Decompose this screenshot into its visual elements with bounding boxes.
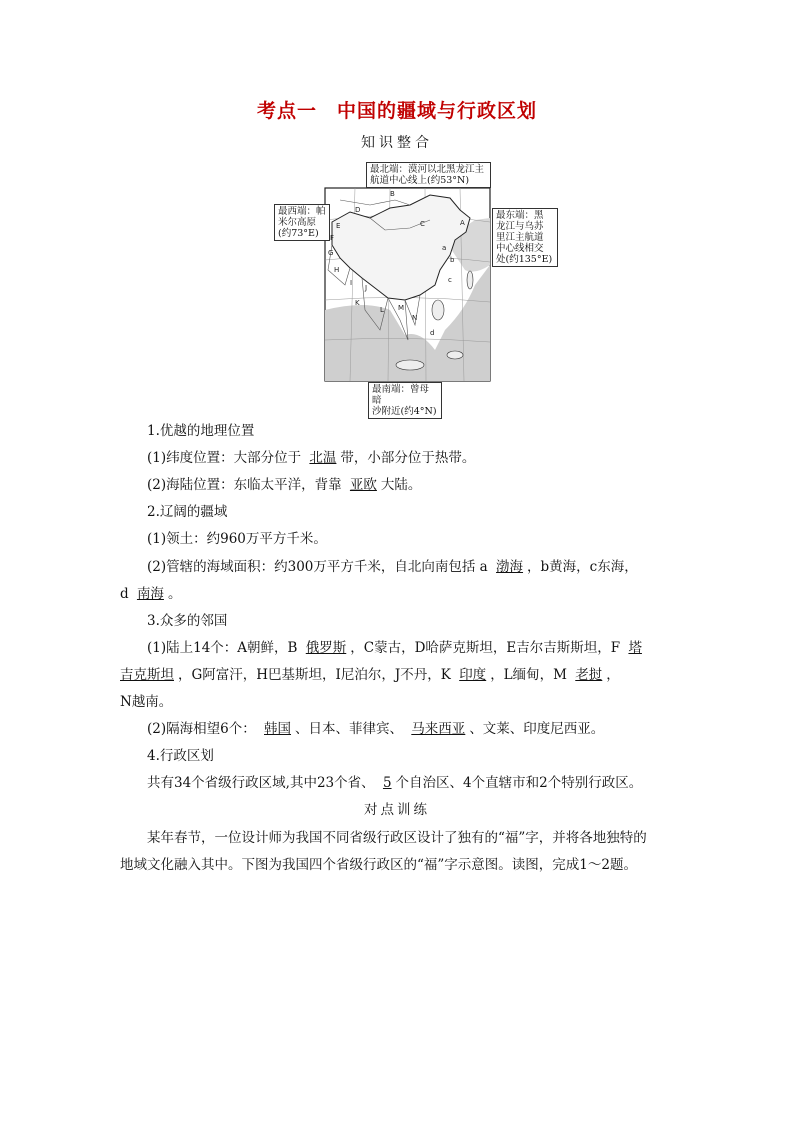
text: ，L缅甸，M (490, 667, 572, 683)
training-paragraph-1: 某年春节，一位设计师为我国不同省级行政区设计了独有的“福”字，并将各地独特的 (147, 830, 647, 846)
text: ，b黄海，c东海， (527, 559, 638, 575)
text: (2)海陆位置：东临太平洋，背靠 (147, 477, 346, 493)
north-extreme-callout (366, 162, 491, 188)
map-label: E (336, 222, 341, 230)
map-label: B (390, 190, 395, 198)
east-line: 龙江与乌苏 (496, 221, 544, 232)
text: 个自治区、4个直辖市和2个特别行政区。 (395, 775, 643, 791)
section-3-line-2 (120, 665, 680, 685)
west-line: 最西端：帕 (278, 206, 326, 217)
answer-blank: 南海 (136, 586, 164, 602)
south-line: 最南端：曾母暗 (372, 384, 430, 406)
text: ，G阿富汗，H巴基斯坦，I尼泊尔，J不丹，K (178, 667, 456, 683)
page-title: 考点一 中国的疆域与行政区划 (256, 100, 537, 122)
section-2-line-1: (1)领土：约960万平方千米。 (147, 531, 327, 547)
answer-blank: 北温 (309, 450, 337, 466)
section-1-line-2 (147, 475, 680, 495)
map-svg (270, 160, 560, 410)
answer-blank: 5 (382, 775, 392, 791)
text: (1)陆上14个：A朝鲜，B (147, 640, 302, 656)
text: (1)纬度位置：大部分位于 (147, 450, 306, 466)
east-line: 中心线相交 (496, 243, 544, 254)
text: (2)管辖的海域面积：约300万平方千米，自北向南包括 a (147, 559, 493, 575)
section-3-line-4 (147, 719, 680, 739)
section-2-line-2 (147, 557, 680, 577)
west-extreme-callout (274, 204, 330, 241)
text: 、文莱、印度尼西亚。 (469, 721, 605, 737)
map-label: L (380, 306, 384, 314)
text: 大陆。 (380, 477, 422, 493)
text: ，C蒙古，D哈萨克斯坦，E吉尔吉斯斯坦，F (350, 640, 625, 656)
map-label: a (442, 244, 447, 252)
training-paragraph-2: 地域文化融入其中。下图为我国四个省级行政区的“福”字示意图。读图，完成1～2题。 (120, 857, 637, 873)
section-3-line-3: N越南。 (120, 694, 173, 710)
west-line: 米尔高原 (278, 217, 317, 228)
section-1-heading: 1.优越的地理位置 (147, 423, 255, 439)
section-2-line-3 (120, 584, 680, 604)
section-1-line-1 (147, 448, 680, 468)
west-line: (约73°E) (278, 228, 319, 239)
section-4-line-1 (147, 773, 680, 793)
text: 。 (167, 586, 182, 602)
answer-blank: 老挝 (575, 667, 603, 683)
answer-blank: 韩国 (264, 721, 292, 737)
map-label: D (355, 206, 361, 214)
south-extreme-callout (368, 382, 442, 419)
map-label: C (420, 220, 425, 228)
map-label: I (350, 279, 353, 287)
answer-blank: 塔 (628, 640, 642, 656)
text: d (120, 586, 133, 602)
text: ， (606, 667, 620, 683)
answer-blank: 亚欧 (349, 477, 377, 493)
south-line: 沙附近(约4°N) (372, 406, 437, 417)
map-label: N (412, 314, 418, 322)
answer-blank: 印度 (459, 667, 487, 683)
map-label: K (355, 299, 360, 307)
text: 共有34个省级行政区域,其中23个省、 (147, 775, 379, 791)
map-label: d (430, 329, 435, 337)
answer-blank: 吉克斯坦 (120, 667, 174, 683)
map-label: b (450, 256, 455, 264)
north-extreme-text: 最北端：漠河以北黑龙江主航道中心线上(约53°N) (370, 164, 485, 186)
east-line: 最东端：黑 (496, 210, 544, 221)
east-line: 处(约135°E) (496, 254, 553, 265)
map-label: M (398, 304, 405, 312)
text: 带，小部分位于热带。 (340, 450, 476, 466)
section-3-line-1 (147, 638, 680, 658)
map-label: G (328, 249, 334, 257)
answer-blank: 渤海 (496, 559, 524, 575)
map-label: J (365, 284, 368, 292)
text: (2)隔海相望6个： (147, 721, 261, 737)
map-label: H (334, 266, 340, 274)
text: 、日本、菲律宾、 (295, 721, 408, 737)
section-subtitle: 知识整合 (361, 135, 433, 151)
answer-blank: 马来西亚 (411, 721, 466, 737)
section-3-heading: 3.众多的邻国 (147, 613, 228, 629)
china-map-figure (270, 160, 560, 417)
map-label: F (330, 234, 335, 242)
east-line: 里江主航道 (496, 232, 544, 243)
section-4-heading: 4.行政区划 (147, 748, 214, 764)
answer-blank: 俄罗斯 (305, 640, 347, 656)
map-label: c (448, 276, 452, 284)
section-2-heading: 2.辽阔的疆域 (147, 504, 228, 520)
training-heading: 对点训练 (364, 802, 430, 818)
east-extreme-callout (492, 208, 558, 267)
map-label: A (460, 219, 465, 227)
